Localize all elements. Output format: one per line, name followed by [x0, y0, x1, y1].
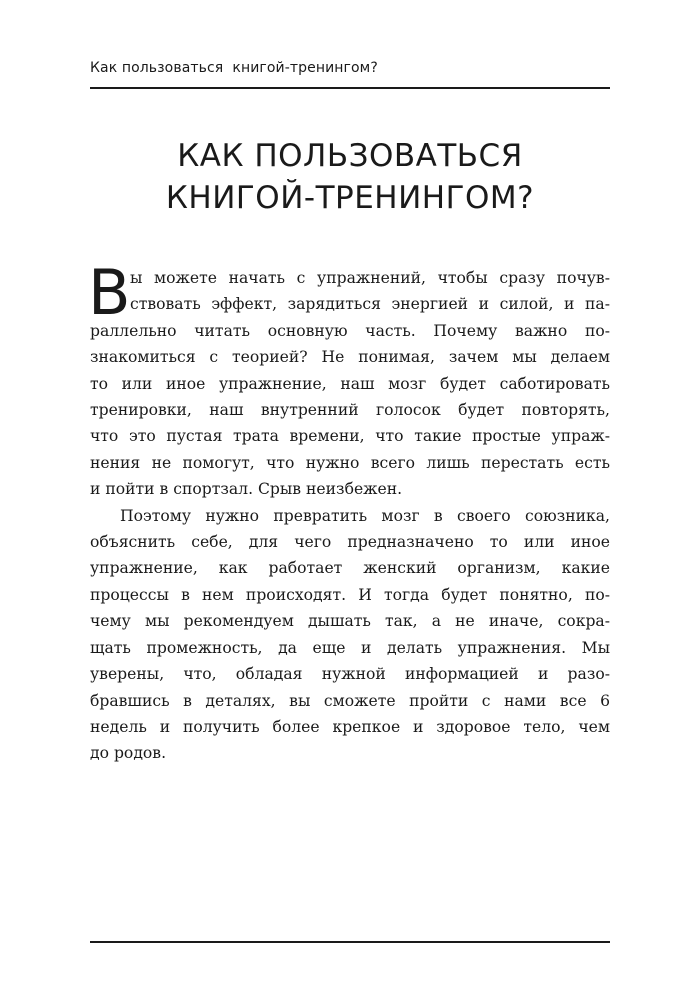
text-line: ы можете начать с упражнений, чтобы сразу почув-	[130, 269, 610, 287]
text-line: раллельно читать основную часть. Почему важно по-	[90, 321, 610, 340]
text-line: Поэтому нужно превратить мозг в своего союзника,	[120, 506, 610, 525]
text-line: бравшись в деталях, вы сможете пройти с нами все 6	[90, 691, 610, 710]
text-line: и пойти в спортзал. Срыв неизбежен.	[90, 480, 403, 499]
chapter-title-line-2: КНИГОЙ-ТРЕНИНГОМ?	[165, 180, 535, 216]
paragraph-2	[90, 503, 610, 767]
header-rule	[90, 87, 610, 89]
text-line: до родов.	[90, 744, 167, 763]
footer-rule	[90, 941, 610, 943]
drop-cap: В	[88, 256, 131, 329]
text-line: щать промежность, да еще и делать упражнения. Мы	[90, 638, 610, 657]
text-line: нения не помогут, что нужно всего лишь перестать есть	[90, 453, 610, 472]
text-line: объяснить себе, для чего предназначено то или иное	[90, 533, 610, 552]
text-line: чему мы рекомендуем дышать так, а не иначе, сокра-	[90, 612, 610, 631]
running-head: Как пользоваться книгой-тренингом?	[90, 60, 378, 76]
text-line: то или иное упражнение, наш мозг будет саботировать	[90, 374, 610, 393]
paragraph-1	[88, 256, 610, 503]
text-line: знакомиться с теорией? Не понимая, зачем мы делаем	[90, 348, 610, 367]
text-line: что это пустая трата времени, что такие простые упраж-	[90, 427, 610, 446]
text-line: уверены, что, обладая нужной информацией и разо-	[90, 665, 610, 684]
body-text	[88, 256, 610, 767]
text-line: процессы в нем происходят. И тогда будет понятно, по-	[90, 585, 610, 604]
chapter-title	[90, 135, 610, 219]
text-line: упражнение, как работает женский организм, какие	[90, 559, 610, 578]
chapter-title-line-1: КАК ПОЛЬЗОВАТЬСЯ	[177, 138, 523, 174]
text-line: ствовать эффект, зарядиться энергией и силой, и па-	[130, 295, 610, 314]
text-line: тренировки, наш внутренний голосок будет повторять,	[90, 401, 610, 420]
text-line: недель и получить более крепкое и здоровое тело, чем	[90, 717, 610, 736]
